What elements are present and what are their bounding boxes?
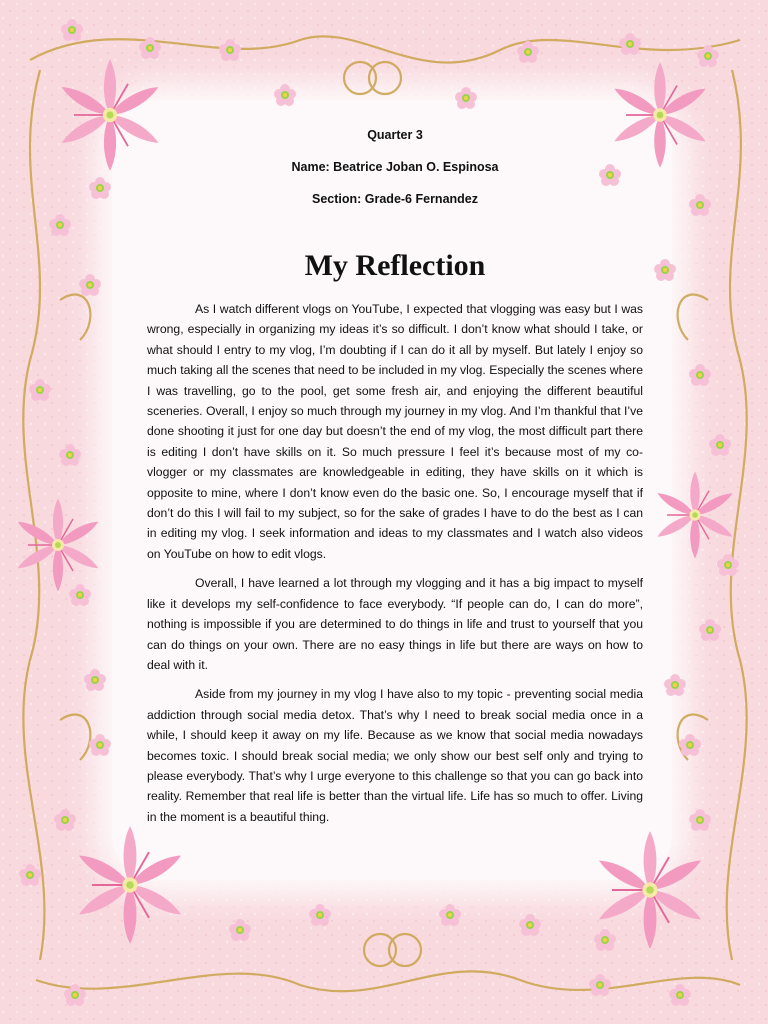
student-name: Name: Beatrice Joban O. Espinosa: [291, 160, 499, 174]
paragraph-2: Overall, I have learned a lot through my vlogging and it has a big impact to myself like it develops my self-confidence to face everybody. “If people can do, I can do more”, nothing is impossible if you are determined to do things in life and trust to yourself that you can do things on your own. There are no easy things in life but there are ways on how to deal with it.: [147, 576, 643, 672]
reflection-document: [147, 126, 643, 827]
student-section: Section: Grade-6 Fernandez: [311, 192, 478, 206]
paragraph-3: Aside from my journey in my vlog I have also to my topic - preventing social media addiction through social media detox. That’s why I need to break social media once in a while, I should keep it away on my life. Because as we know that social media nowadays becomes toxic. I should break social media; we only show our best self only and trying to please everybody. That’s why I urge everyone to this challenge so that you can go back into reality. Remember that real life is better than the virtual life. Life has so much to offer. Living in the moment is a beautiful thing.: [147, 687, 643, 824]
paragraph-1: As I watch different vlogs on YouTube, I expected that vlogging was easy but I was wrong, especially in organizing my ideas it’s so difficult. I don’t know what should I take, or what should I entry to my vlog, I’m doubting if I can do it all by myself. But lately I enjoy so much taking all the scenes that need to be included in my vlog. Especially the scenes where I was travelling, go to the pool, get some fresh air, and enjoying the different beautiful sceneries. Overall, I enjoy so much through my journey in my vlog. And I’m thankful that I’ve done shooting it just for one day but doesn’t the end of my vlog, the most difficult part there is editing I don’t have skills on it. So much pressure I feel it’s because most of my co-vlogger or my classmates are knowledgeable in editing, they have skills on it which is opposite to mine, where I don’t know even do the basic one. So, I encourage myself that if don’t do this I will fail to my subject, so for the sake of grades I have to do the best as I can in editing my vlog. I seek information and ideas to my classmates and I watch also videos on YouTube on how to edit vlogs.: [147, 302, 643, 561]
document-title: My Reflection: [304, 249, 486, 282]
quarter-label: Quarter 3: [367, 128, 423, 142]
